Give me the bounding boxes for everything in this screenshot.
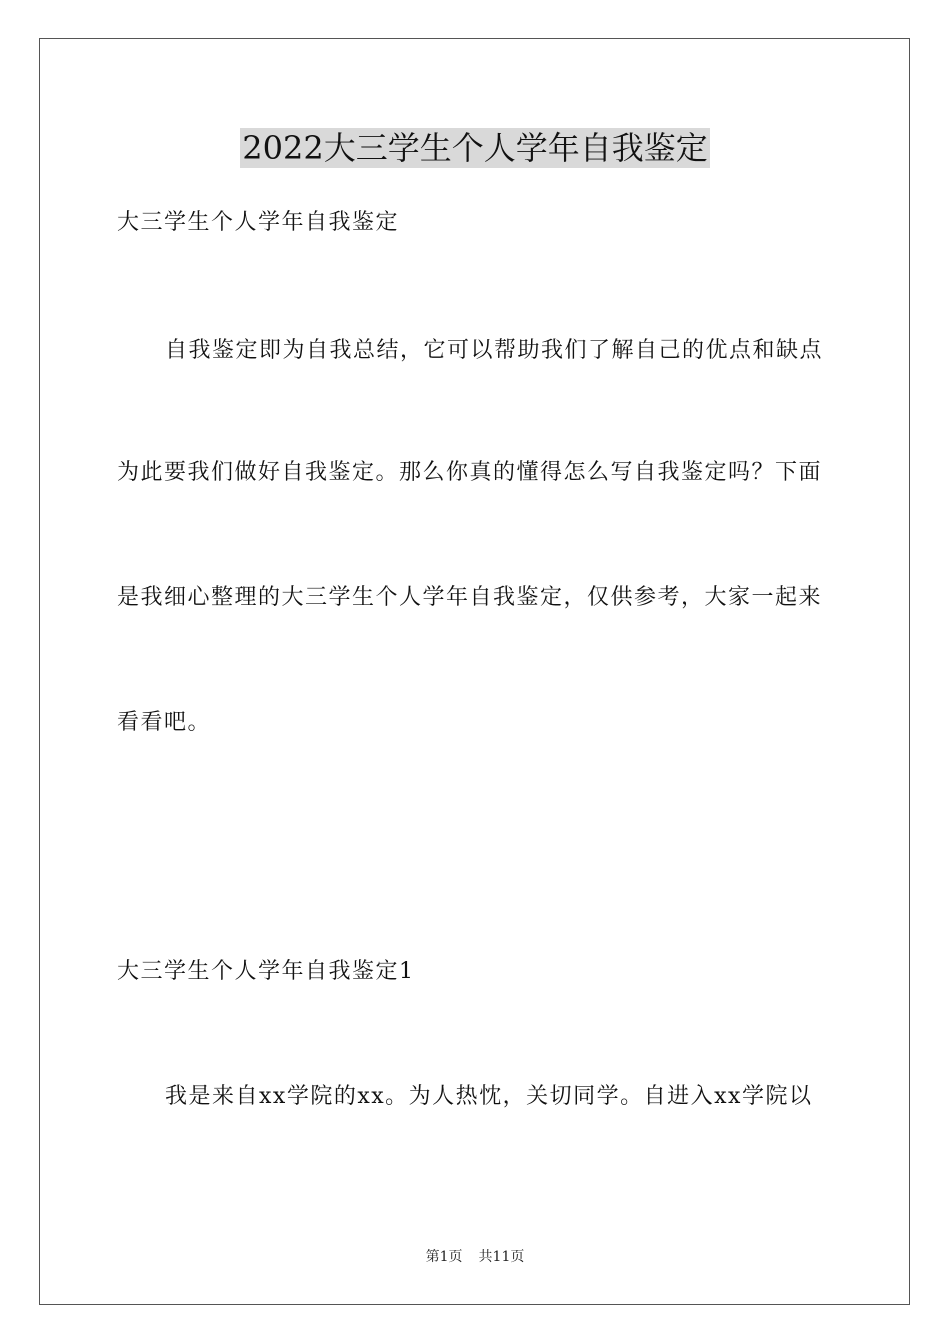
document-subtitle: 大三学生个人学年自我鉴定: [117, 210, 400, 235]
paragraph-line: 看看吧。: [117, 710, 212, 735]
page-footer: [0, 1248, 950, 1266]
paragraph-line: 自我鉴定即为自我总结，它可以帮助我们了解自己的优点和缺点: [165, 338, 824, 363]
paragraph-line: 为此要我们做好自我鉴定。那么你真的懂得怎么写自我鉴定吗？下面: [117, 460, 823, 485]
document-title: 2022大三学生个人学年自我鉴定: [242, 129, 708, 167]
section-heading: 大三学生个人学年自我鉴定1: [117, 959, 415, 984]
page-number: 第1页: [425, 1249, 463, 1265]
paragraph-line: 是我细心整理的大三学生个人学年自我鉴定，仅供参考，大家一起来: [117, 585, 823, 610]
paragraph-line: 我是来自xx学院的xx。为人热忱，关切同学。自进入xx学院以: [165, 1084, 813, 1109]
title-container: [0, 128, 950, 168]
page-total: 共11页: [478, 1249, 525, 1265]
